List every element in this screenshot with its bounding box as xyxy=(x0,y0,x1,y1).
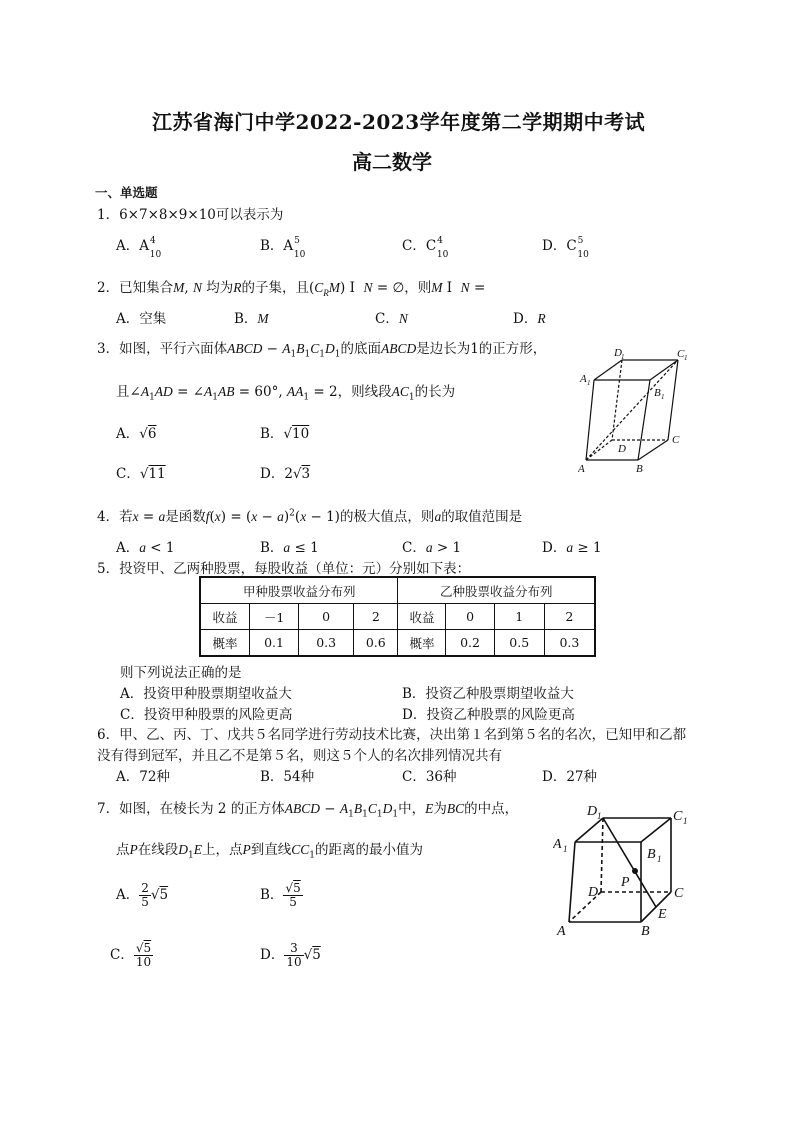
q2-option-c: C．N xyxy=(375,311,408,327)
q4-option-a: A．a < 1 xyxy=(116,540,175,556)
svg-text:D: D xyxy=(614,347,622,359)
q2-stem: 2．已知集合M, N 均为R的子集，且$(C_RM)$ I N = ∅，则M I N = xyxy=(97,280,486,298)
q3-option-b: B．√10 xyxy=(260,426,310,442)
q7-stem-line1: 7．如图，在棱长为 2 的正方体ABCD − $A_1B_1C_1D_1$中，E为BC的中点， xyxy=(97,801,519,820)
svg-text:1: 1 xyxy=(563,844,568,854)
table-cell: 2 xyxy=(544,604,595,630)
table-cell: 0.3 xyxy=(299,630,354,657)
q2-option-a: A．空集 xyxy=(116,311,167,327)
table-cell: 概率 xyxy=(398,630,446,657)
q3-stem-line2: 且$\angle A_1AD$ = $\angle A_1AB = 60^\circ$, $AA_1 = 2$，则线段$AC_1$的长为 xyxy=(116,384,456,403)
svg-text:P: P xyxy=(621,875,630,890)
q4-option-d: D．a ≥ 1 xyxy=(542,540,602,556)
table-cell: 0 xyxy=(299,604,354,630)
q6-option-d: D．27种 xyxy=(542,769,598,785)
parallelepiped-figure xyxy=(578,342,688,477)
svg-text:C: C xyxy=(672,434,680,446)
q3-option-d: D．2√3 xyxy=(260,466,311,482)
q4-option-c: C．a > 1 xyxy=(402,540,462,556)
q6-option-b: B．54种 xyxy=(260,769,315,785)
svg-text:B: B xyxy=(641,924,650,939)
q7-option-d: D． $\frac{3}{10}$ √5 xyxy=(260,941,321,969)
cube-figure xyxy=(553,800,703,940)
table-cell: 2 xyxy=(354,604,398,630)
svg-text:A: A xyxy=(578,463,585,475)
table-cell: 收益 xyxy=(398,604,446,630)
svg-text:E: E xyxy=(658,907,667,922)
stock-distribution-table xyxy=(199,576,596,657)
svg-text:1: 1 xyxy=(621,353,625,361)
table-cell: 0.3 xyxy=(544,630,595,657)
table-cell: 0.5 xyxy=(494,630,544,657)
q7-option-b: B． $\frac{√5}{5}$ xyxy=(260,881,301,909)
svg-text:1: 1 xyxy=(587,379,591,387)
svg-text:D: D xyxy=(587,804,598,819)
svg-text:1: 1 xyxy=(683,816,688,826)
q1-option-a: A．$A^4_{10}$ xyxy=(116,235,162,260)
svg-text:C: C xyxy=(673,809,683,824)
q5-lead: 则下列说法正确的是 xyxy=(120,665,242,681)
q7-option-c: C． $\frac{√5}{10}$ xyxy=(110,941,152,969)
table-cell: 0.6 xyxy=(354,630,398,657)
q2-option-b: B．M xyxy=(234,311,269,327)
svg-text:1: 1 xyxy=(661,393,665,401)
q6-option-c: C．36种 xyxy=(402,769,457,785)
q5-option-a: A．投资甲种股票期望收益大 xyxy=(120,686,292,702)
q2-option-d: D．R xyxy=(513,311,546,327)
svg-text:1: 1 xyxy=(657,854,662,864)
table-header-yi: 乙种股票收益分布列 xyxy=(398,577,595,604)
table-cell: －1 xyxy=(249,604,298,630)
section-heading: 一、单选题 xyxy=(95,185,158,200)
q1-option-c: C．$C^4_{10}$ xyxy=(402,235,449,260)
table-cell: 收益 xyxy=(200,604,249,630)
q1-stem: 1．6×7×8×9×10可以表示为 xyxy=(97,207,284,223)
table-cell: 0 xyxy=(446,604,494,630)
svg-text:1: 1 xyxy=(684,354,688,362)
q6-option-a: A．72种 xyxy=(116,769,170,785)
q3-option-c: C．√11 xyxy=(116,466,166,482)
q5-option-b: B．投资乙种股票期望收益大 xyxy=(402,686,574,702)
q6-stem-line2: 没有得到冠军，并且乙不是第５名，则这５个人的名次排列情况共有 xyxy=(97,748,502,764)
svg-text:B: B xyxy=(654,387,661,399)
svg-text:A: A xyxy=(553,837,562,852)
table-cell: 0.1 xyxy=(249,630,298,657)
table-row xyxy=(200,630,595,657)
svg-text:B: B xyxy=(647,847,656,862)
svg-text:A: A xyxy=(580,373,587,385)
q7-stem-line2: 点P在线段$D_1E$上，点P到直线$CC_1$的距离的最小值为 xyxy=(116,842,423,861)
svg-text:C: C xyxy=(674,886,684,901)
q5-option-d: D．投资乙种股票的风险更高 xyxy=(402,707,575,723)
exam-title: 江苏省海门中学2022-2023学年度第二学期期中考试 xyxy=(152,110,646,134)
svg-text:D: D xyxy=(618,443,626,455)
q1-option-b: B．$A^5_{10}$ xyxy=(260,235,306,260)
table-cell: 0.2 xyxy=(446,630,494,657)
q5-stem: 5．投资甲、乙两种股票，每股收益（单位：元）分别如下表： xyxy=(97,561,471,577)
q6-stem-line1: 6．甲、乙、丙、丁、戊共５名同学进行劳动技术比赛，决出第１名到第５名的名次，已知甲和乙都 xyxy=(97,727,687,743)
svg-text:C: C xyxy=(677,348,685,360)
table-cell: 概率 xyxy=(200,630,249,657)
svg-text:B: B xyxy=(636,463,643,475)
q4-option-b: B．a ≤ 1 xyxy=(260,540,319,556)
svg-text:A: A xyxy=(557,924,566,939)
q4-stem: 4．若x = a是函数$f(x) = (x - a)^2(x - 1)$的极大值点，则a的取值范围是 xyxy=(97,508,523,525)
q1-option-d: D．$C^5_{10}$ xyxy=(542,235,589,260)
svg-text:1: 1 xyxy=(597,811,602,821)
q5-option-c: C．投资甲种股票的风险更高 xyxy=(120,707,293,723)
q3-stem-line1: 3．如图，平行六面体ABCD − $A_1B_1C_1D_1$的底面ABCD是边长为1的正方形， xyxy=(97,341,547,360)
table-row xyxy=(200,604,595,630)
q7-option-a: A． $\frac{2}{5}$ √5 xyxy=(116,881,169,909)
q3-option-a: A．√6 xyxy=(116,426,157,442)
svg-text:D: D xyxy=(588,885,599,900)
table-header-jia: 甲种股票收益分布列 xyxy=(200,577,398,604)
exam-subtitle: 高二数学 xyxy=(352,150,432,174)
table-cell: 1 xyxy=(494,604,544,630)
